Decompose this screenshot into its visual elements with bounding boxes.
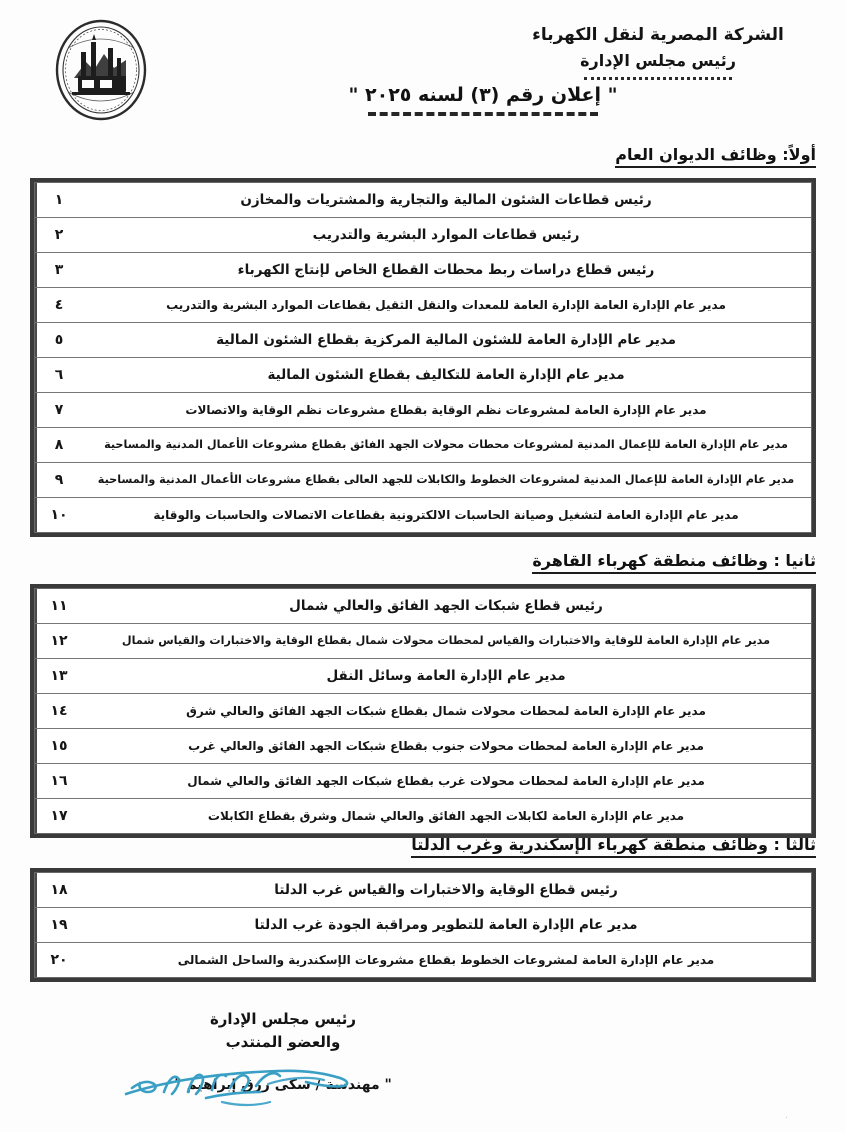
- table-row: [35, 393, 811, 428]
- job-title-cell: [81, 624, 811, 658]
- table-row: [35, 764, 811, 799]
- row-number-cell: ١٣: [35, 659, 81, 693]
- job-title-cell: [81, 218, 811, 252]
- jobs-table-3: [30, 868, 816, 982]
- row-number-cell: ٩: [35, 463, 81, 497]
- job-title-cell: [81, 799, 811, 833]
- page-title: " إعلان رقم (٣) لسنه ٢٠٢٥ ": [348, 84, 618, 106]
- row-number-cell: ٨: [35, 428, 81, 462]
- job-title-cell: [81, 729, 811, 763]
- row-number-cell: ١٥: [35, 729, 81, 763]
- job-title-text: رئيس قطاعات الموارد البشرية والتدريب: [312, 226, 580, 243]
- row-number-cell: ١٢: [35, 624, 81, 658]
- table-row: [35, 218, 811, 253]
- header-dotted-rule: [584, 77, 732, 83]
- section-heading-3: ثالثا : وظائف منطقة كهرباء الإسكندرية وغرب الدلتا: [411, 835, 816, 858]
- row-number-cell: ١: [35, 183, 81, 217]
- table-row: [35, 323, 811, 358]
- page-footer-mark: ·: [784, 1113, 788, 1124]
- row-number-cell: ٦: [35, 358, 81, 392]
- job-title-text: مدير عام الإدارة العامة الإدارة العامة للمعدات والنقل الثقيل بقطاعات الموارد البشرية والتدريب: [166, 297, 726, 312]
- job-title-text: مدير عام الإدارة العامة لمشروعات الخطوط بقطاع مشروعات الإسكندرية والساحل الشمالى: [177, 952, 715, 967]
- job-title-cell: [81, 358, 811, 392]
- row-number-cell: ٥: [35, 323, 81, 357]
- signer-name: " مهندسة / سكى رزق إبراهيم ": [174, 1077, 392, 1093]
- signer-role-line-2: والعضو المنتدب: [225, 1032, 341, 1051]
- table-row: [35, 428, 811, 463]
- job-title-cell: [81, 498, 811, 532]
- row-number-cell: ١١: [35, 589, 81, 623]
- table-row: [35, 358, 811, 393]
- row-number-cell: ٢: [35, 218, 81, 252]
- job-title-cell: [81, 463, 811, 497]
- row-number-cell: ١٠: [35, 498, 81, 532]
- job-title-text: رئيس قطاع شبكات الجهد الفائق والعالي شمال: [289, 597, 603, 614]
- job-title-cell: [81, 253, 811, 287]
- job-title-cell: [81, 393, 811, 427]
- job-title-text: مدير عام الإدارة العامة للتطوير ومراقبة الجودة غرب الدلتا: [254, 916, 638, 933]
- row-number-cell: ١٩: [35, 908, 81, 942]
- signer-role-line-1: رئيس مجلس الإدارة: [209, 1010, 357, 1028]
- row-number-cell: ١٦: [35, 764, 81, 798]
- job-title-text: مدير عام الإدارة العامة لمحطات محولات جنوب بقطاع شبكات الجهد الفائق والعالي غرب: [188, 738, 704, 753]
- job-title-cell: [81, 183, 811, 217]
- job-title-cell: [81, 659, 811, 693]
- section-heading-2: ثانيا : وظائف منطقة كهرباء القاهرة: [532, 551, 816, 574]
- job-title-text: مدير عام الإدارة العامة وسائل النقل: [326, 667, 566, 684]
- table-row: [35, 943, 811, 977]
- jobs-table-1: [30, 178, 816, 537]
- job-title-text: مدير عام الإدارة العامة لتشغيل وصيانة الحاسبات الالكترونية بقطاعات الاتصالات والحاسبات والوقاية: [153, 507, 739, 522]
- row-number-cell: ٤: [35, 288, 81, 322]
- table-row: [35, 729, 811, 764]
- row-number-cell: ٣: [35, 253, 81, 287]
- job-title-text: مدير عام الإدارة العامة لكابلات الجهد الفائق والعالي شمال وشرق بقطاع الكابلات: [207, 808, 685, 823]
- org-role: رئيس مجلس الإدارة: [580, 50, 736, 70]
- job-title-cell: [81, 943, 811, 977]
- job-title-text: مدير عام الإدارة العامة للإعمال المدنية لمشروعات الخطوط والكابلات للجهد العالى بقطاع مشروعات الأعمال المدنية والمساحية: [97, 473, 795, 486]
- table-row: [35, 498, 811, 532]
- table-row: [35, 799, 811, 833]
- row-number-cell: ٧: [35, 393, 81, 427]
- job-title-cell: [81, 589, 811, 623]
- table-row: [35, 659, 811, 694]
- signature-block: [118, 1008, 448, 1093]
- row-number-cell: ١٤: [35, 694, 81, 728]
- table-row: [35, 873, 811, 908]
- job-title-text: رئيس قطاع الوقاية والاختبارات والقياس غرب الدلتا: [274, 881, 618, 898]
- row-number-cell: ١٨: [35, 873, 81, 907]
- job-title-cell: [81, 873, 811, 907]
- row-number-cell: ٢٠: [35, 943, 81, 977]
- job-title-text: مدير عام الإدارة العامة لمحطات محولات شمال بقطاع شبكات الجهد الفائق والعالي شرق: [186, 703, 706, 718]
- title-dashed-rule: [368, 112, 598, 116]
- job-title-cell: [81, 694, 811, 728]
- table-row: [35, 624, 811, 659]
- table-row: [35, 463, 811, 498]
- job-title-cell: [81, 428, 811, 462]
- org-name: الشركة المصرية لنقل الكهرباء: [532, 25, 784, 45]
- job-title-text: رئيس قطاع دراسات ربط محطات القطاع الخاص لإنتاج الكهرباء: [237, 261, 655, 278]
- job-title-text: مدير عام الإدارة العامة للشئون المالية المركزية بقطاع الشئون المالية: [216, 331, 676, 348]
- job-title-text: مدير عام الإدارة العامة للإعمال المدنية لمشروعات محطات محولات الجهد الفائق بقطاع مشروعات الأعمال المدنية والمساحية: [104, 438, 788, 451]
- job-title-text: رئيس قطاعات الشئون المالية والتجارية والمشتريات والمخازن: [240, 191, 652, 208]
- table-row: [35, 183, 811, 218]
- section-heading-1: أولاً: وظائف الديوان العام: [615, 145, 816, 168]
- table-row: [35, 589, 811, 624]
- document-title-wrap: [0, 84, 846, 116]
- organization-block: [508, 24, 808, 83]
- table-row: [35, 253, 811, 288]
- row-number-cell: ١٧: [35, 799, 81, 833]
- table-row: [35, 908, 811, 943]
- table-row: [35, 288, 811, 323]
- job-title-text: مدير عام الإدارة العامة لمشروعات نظم الوقاية بقطاع مشروعات نظم الوقاية والاتصالات: [185, 402, 707, 417]
- job-title-text: مدير عام الإدارة العامة للتكاليف بقطاع الشئون المالية: [267, 366, 625, 383]
- job-title-cell: [81, 288, 811, 322]
- job-title-cell: [81, 323, 811, 357]
- table-row: [35, 694, 811, 729]
- job-title-text: مدير عام الإدارة العامة لمحطات محولات غرب بقطاع شبكات الجهد الفائق والعالي شمال: [187, 773, 705, 788]
- jobs-table-2: [30, 584, 816, 838]
- job-title-cell: [81, 908, 811, 942]
- job-title-cell: [81, 764, 811, 798]
- job-title-text: مدير عام الإدارة العامة للوقاية والاختبارات والقياس لمحطات محولات شمال بقطاع الوقاية والاختبارات والقياس شمال: [121, 634, 771, 647]
